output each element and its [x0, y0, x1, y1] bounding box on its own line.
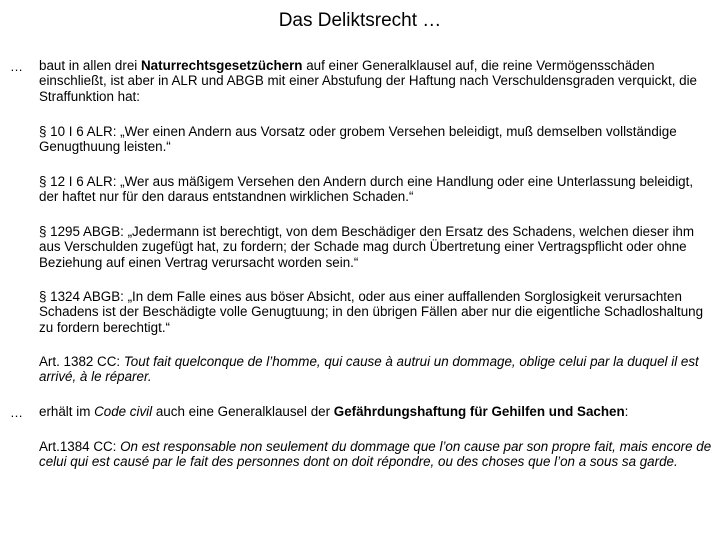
quote-italic: Tout fait quelconque de l’homme, qui cause à autrui un dommage, oblige celui par la duquel il est arrivé, à le réparer. [39, 354, 699, 385]
emphasis-bold: Naturrechtsgesetzüchern [141, 58, 303, 73]
paragraph-code-civil [39, 404, 715, 419]
quote-italic: On est responsable non seulement du dommage que l’on cause par son propre fait, mais encore de celui qui est causé par le fait des personnes dont on doit répondre, ou des choses que l’on a sous sa garde. [39, 439, 712, 470]
slide-title: Das Deliktsrecht … [278, 10, 442, 31]
quote-prefix: Art. 1382 CC: [39, 354, 124, 369]
paragraph-text: : [624, 404, 629, 419]
emphasis-italic: Code civil [94, 404, 153, 419]
quote-cc-1382 [39, 354, 715, 385]
paragraph-text: baut in allen drei [39, 58, 141, 73]
paragraph-text: erhält im [39, 404, 95, 419]
paragraph-intro [39, 58, 715, 104]
quote-alr-10: § 10 I 6 ALR: „Wer einen Andern aus Vorsatz oder grobem Versehen beleidigt, muß demselben vollständige Genugthuung leisten.“ [39, 124, 677, 155]
paragraph-text: auf einer Generalklausel auf, die reine Vermögensschäden einschließt, ist aber in ALR und ABGB mit einer Abstufung der Haftung nach Verschuldensgraden verquickt, die Straffunktion hat: [39, 58, 698, 104]
quote-cc-1384 [39, 439, 715, 470]
bullet-marker: … [10, 405, 23, 420]
quote-abgb-1324: § 1324 ABGB: „In dem Falle eines aus böser Absicht, oder aus einer auffallenden Sorglosigkeit verursachten Schadens ist der Beschädigte volle Genugtuung; in den übrigen Fällen aber nur die eigentliche Schadloshaltung zu fordern berechtigt.“ [39, 289, 704, 335]
quote-alr-12: § 12 I 6 ALR: „Wer aus mäßigem Versehen den Andern durch eine Handlung oder eine Unterlassung beleidigt, der haftet nur für den daraus entstandnen wirklichen Schaden.“ [39, 174, 694, 205]
quote-prefix: Art.1384 CC: [39, 439, 121, 454]
paragraph-text: auch eine Generalklausel der [152, 404, 334, 419]
quote-abgb-1295: § 1295 ABGB: „Jedermann ist berechtigt, von dem Beschädiger den Ersatz des Schadens, welchen dieser ihm aus Verschulden zugefügt hat, zu fordern; der Schade mag durch Übertretung einer Vertragspflicht oder ohne Beziehung auf einen Vertrag verursacht worden sein.“ [39, 224, 695, 270]
emphasis-bold: Gefährdungshaftung für Gehilfen und Sachen [333, 404, 625, 419]
bullet-marker: … [10, 59, 23, 74]
